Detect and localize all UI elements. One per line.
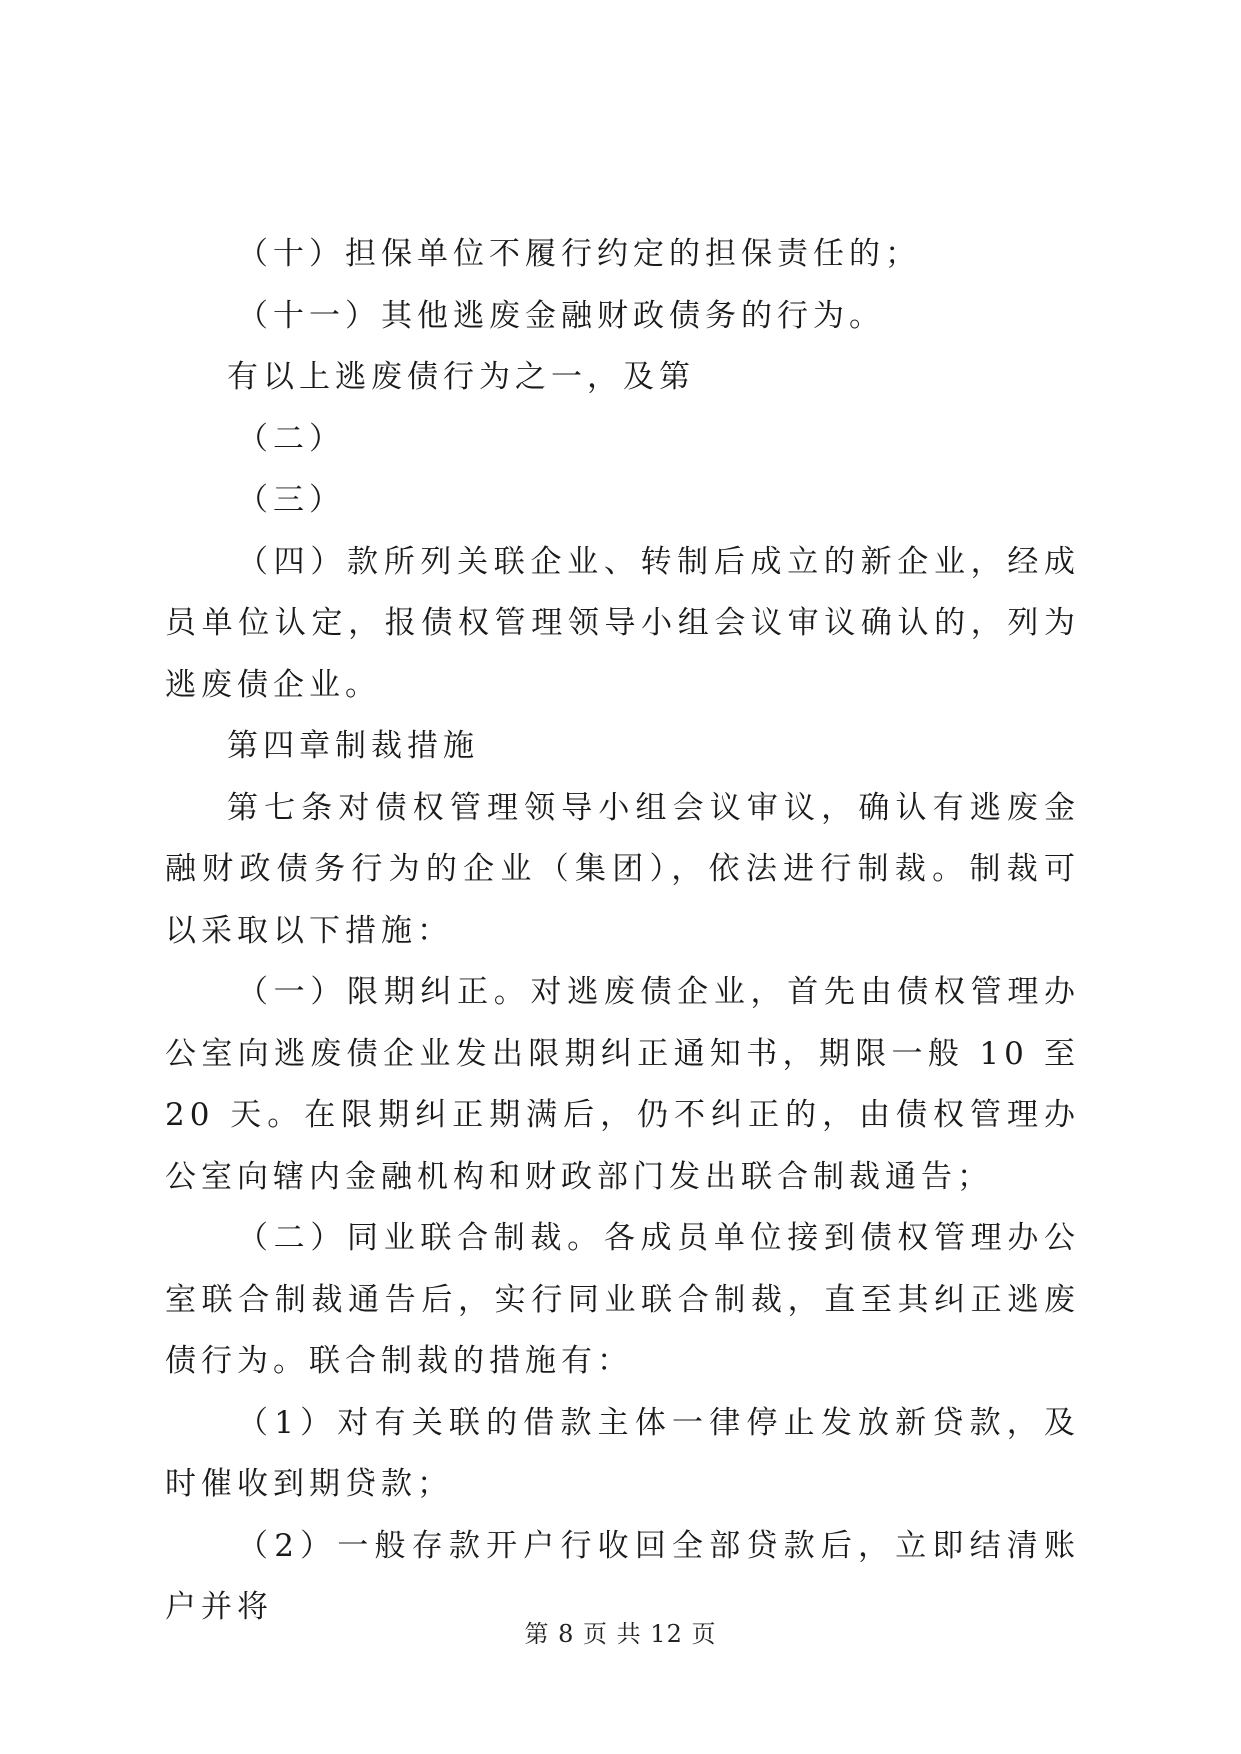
chapter-heading: 第四章制裁措施 [227,728,479,764]
paragraph-item-2: （二） [237,420,345,457]
page-number-footer: 第 8 页 共 12 页 [524,1620,717,1648]
paragraph-evasion-summary: 有以上逃废债行为之一，及第 [227,359,695,395]
document-body [165,224,1080,1639]
paragraph-item-4: （四）款所列关联企业、转制后成立的新企业，经成员单位认定，报债权管理领导小组会议审议确认的，列为逃废债企业。 [165,543,1080,703]
sanction-item-2: （2）一般存款开户行收回全部贷款后，立即结清账户并将 [165,1527,1080,1625]
article-seven: 第七条对债权管理领导小组会议审议，确认有逃废金融财政债务行为的企业（集团），依法进行制裁。制裁可以采取以下措施： [165,789,1080,949]
paragraph-item-3: （三） [237,482,345,518]
paragraph-item-10: （十）担保单位不履行约定的担保责任的； [237,236,921,272]
paragraph-item-11: （十一）其他逃废金融财政债务的行为。 [237,297,885,334]
measure-deadline-correction: （一）限期纠正。对逃废债企业，首先由债权管理办公室向逃废债企业发出限期纠正通知书，期限一般 10 至 20 天。在限期纠正期满后，仍不纠正的，由债权管理办公室向辖内金融机构和财政部门发出联合制裁通告； [165,974,1080,1195]
measure-joint-sanction: （二）同业联合制裁。各成员单位接到债权管理办公室联合制裁通告后，实行同业联合制裁，直至其纠正逃废债行为。联合制裁的措施有： [165,1220,1080,1379]
sanction-item-1: （1）对有关联的借款主体一律停止发放新贷款，及时催收到期贷款； [165,1404,1080,1502]
